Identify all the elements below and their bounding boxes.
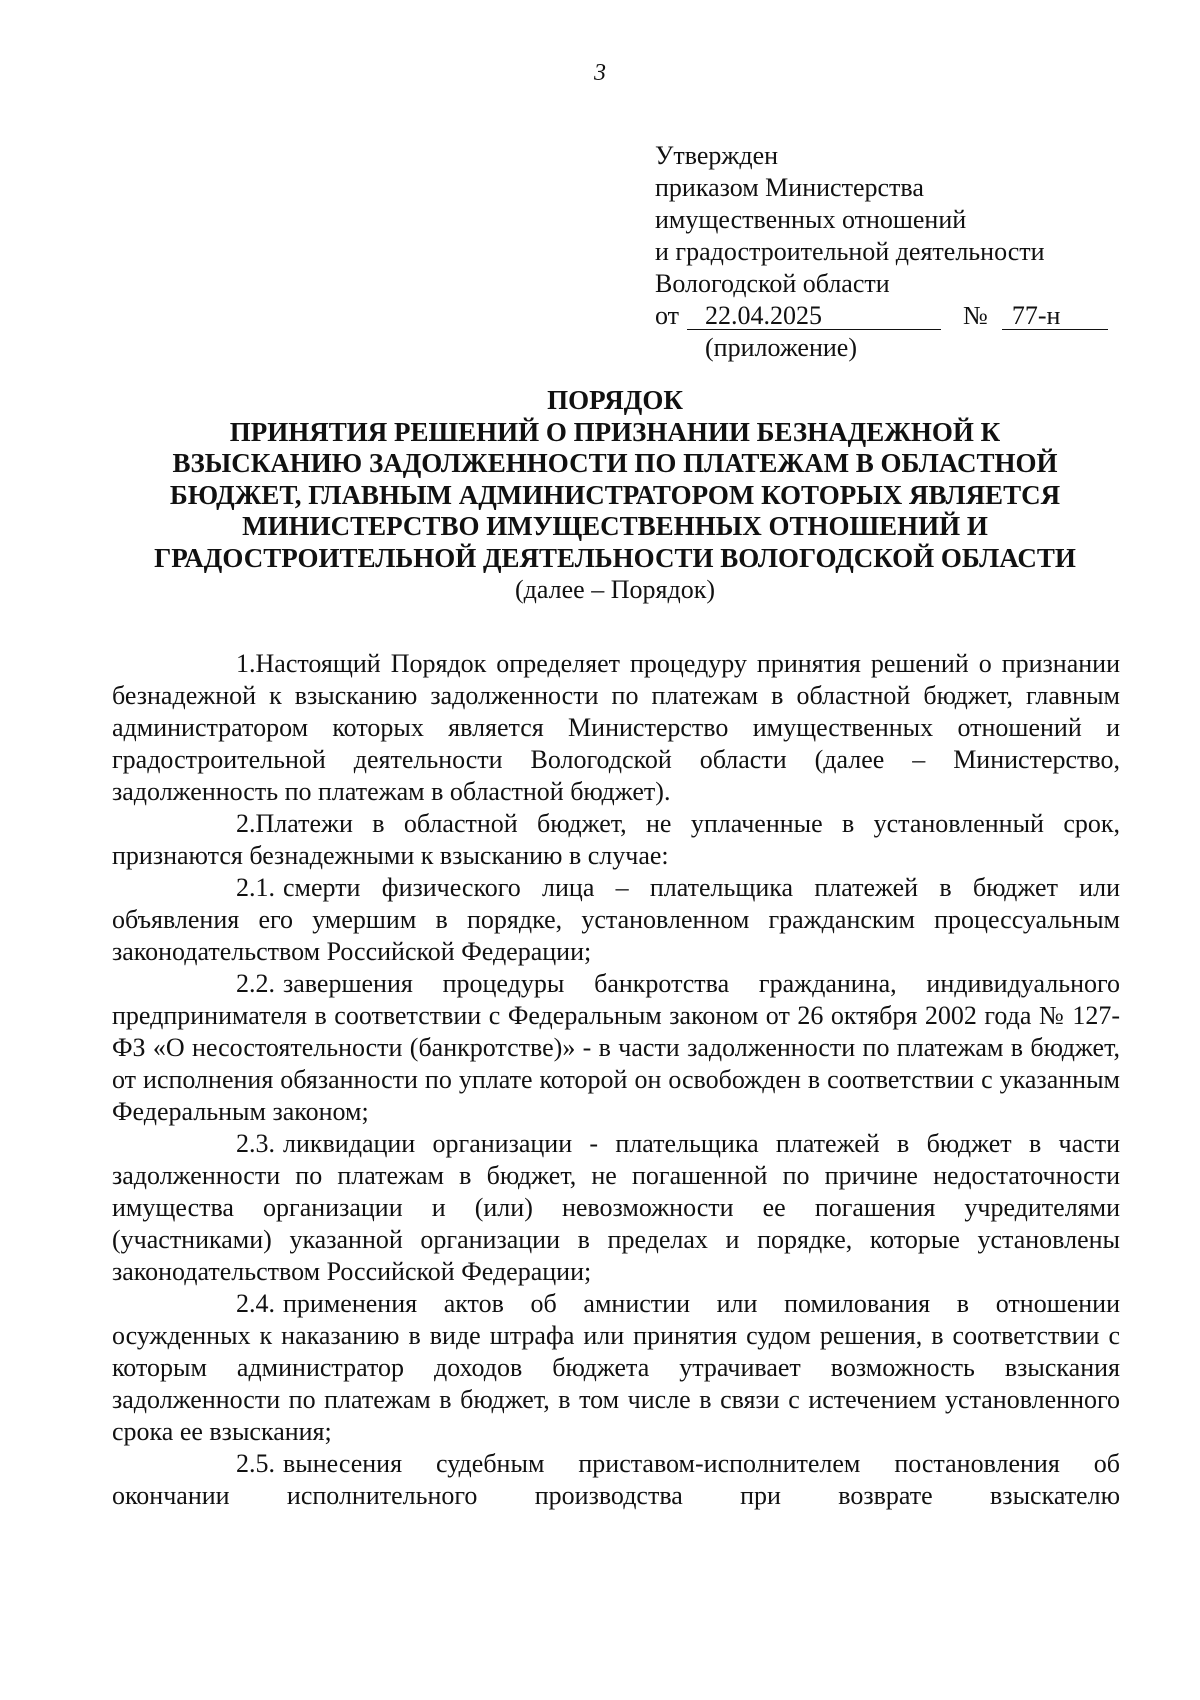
title-subtitle: (далее – Порядок): [515, 575, 715, 604]
paragraph-number: 2.4.: [236, 1289, 275, 1318]
paragraph-2-2: [112, 968, 1120, 1128]
document-body: [112, 648, 1120, 1512]
paragraph-2-4: [112, 1288, 1120, 1448]
paragraph-number: 2.1.: [236, 873, 275, 902]
page-number: 3: [594, 60, 606, 86]
paragraph-text: вынесения судебным приставом-исполнителем постановления об окончании исполнительного производства при возврате взыскателю: [112, 1449, 1120, 1510]
paragraph-2-5: [112, 1448, 1120, 1512]
title-line: ВЗЫСКАНИЮ ЗАДОЛЖЕННОСТИ ПО ПЛАТЕЖАМ В ОБЛАСТНОЙ: [172, 448, 1058, 478]
paragraph-number: 2.2.: [236, 969, 275, 998]
paragraph-2: [112, 808, 1120, 872]
title-line: БЮДЖЕТ, ГЛАВНЫМ АДМИНИСТРАТОРОМ КОТОРЫХ ЯВЛЯЕТСЯ: [169, 479, 1061, 510]
approval-line: Вологодской области: [655, 269, 890, 298]
paragraph-text: применения актов об амнистии или помилования в отношении осужденных к наказанию в виде штрафа или принятия судом решения, в соответствии с которым администратор доходов бюджета утрачивает возможность взыскания задолженности по платежам в бюджет, в том числе в связи с истечением установленного срока ее взыскания;: [112, 1289, 1120, 1446]
approval-stamp-block: [655, 140, 1125, 364]
paragraph-number: 2.3.: [236, 1129, 275, 1158]
paragraph-text: Настоящий Порядок определяет процедуру принятия решений о признании безнадежной к взысканию задолженности по платежам в областной бюджет, главным администратором которых является Министерство имущественных отношений и градостроительной деятельности Вологодской области (далее – Министерство, задолженность по платежам в областной бюджет).: [112, 649, 1120, 806]
number-sign: №: [963, 301, 988, 330]
order-date: 22.04.2025: [687, 303, 941, 330]
title-line: ПРИНЯТИЯ РЕШЕНИЙ О ПРИЗНАНИИ БЕЗНАДЕЖНОЙ К: [229, 416, 1001, 447]
paragraph-text: завершения процедуры банкротства гражданина, индивидуального предпринимателя в соответствии с Федеральным законом от 26 октября 2002 года № 127-ФЗ «О несостоятельности (банкротстве)» - в части задолженности по платежам в бюджет, от исполнения обязанности по уплате которой он освобожден в соответствии с указанным Федеральным законом;: [112, 969, 1120, 1126]
approval-line: приказом Министерства: [655, 173, 924, 202]
paragraph-number: 1.: [236, 649, 256, 678]
title-line: ГРАДОСТРОИТЕЛЬНОЙ ДЕЯТЕЛЬНОСТИ ВОЛОГОДСКОЙ ОБЛАСТИ: [154, 542, 1076, 573]
order-date-number-line: [655, 300, 1125, 332]
paragraph-number: 2.: [236, 809, 256, 838]
paragraph-text: Платежи в областной бюджет, не уплаченные в установленный срок, признаются безнадежными к взысканию в случае:: [112, 809, 1120, 870]
approval-line: Утвержден: [655, 141, 779, 170]
title-heading: ПОРЯДОК: [547, 385, 683, 415]
paragraph-2-1: [112, 872, 1120, 968]
date-prefix: от: [655, 301, 680, 330]
approval-line: и градостроительной деятельности: [655, 237, 1045, 266]
paragraph-text: смерти физического лица – плательщика платежей в бюджет или объявления его умершим в порядке, установленном гражданским процессуальным законодательством Российской Федерации;: [112, 873, 1120, 966]
document-title: [110, 385, 1120, 606]
appendix-label: (приложение): [705, 333, 858, 362]
paragraph-number: 2.5.: [236, 1449, 275, 1478]
approval-line: имущественных отношений: [655, 205, 967, 234]
paragraph-1: [112, 648, 1120, 808]
title-line: МИНИСТЕРСТВО ИМУЩЕСТВЕННЫХ ОТНОШЕНИЙ И: [242, 511, 988, 541]
paragraph-2-3: [112, 1128, 1120, 1288]
paragraph-text: ликвидации организации - плательщика платежей в бюджет в части задолженности по платежам в бюджет, не погашенной по причине недостаточности имущества организации и (или) невозможности ее погашения учредителями (участниками) указанной организации в пределах и порядке, которые установлены законодательством Российской Федерации;: [112, 1129, 1120, 1286]
order-number: 77-н: [1002, 303, 1108, 330]
